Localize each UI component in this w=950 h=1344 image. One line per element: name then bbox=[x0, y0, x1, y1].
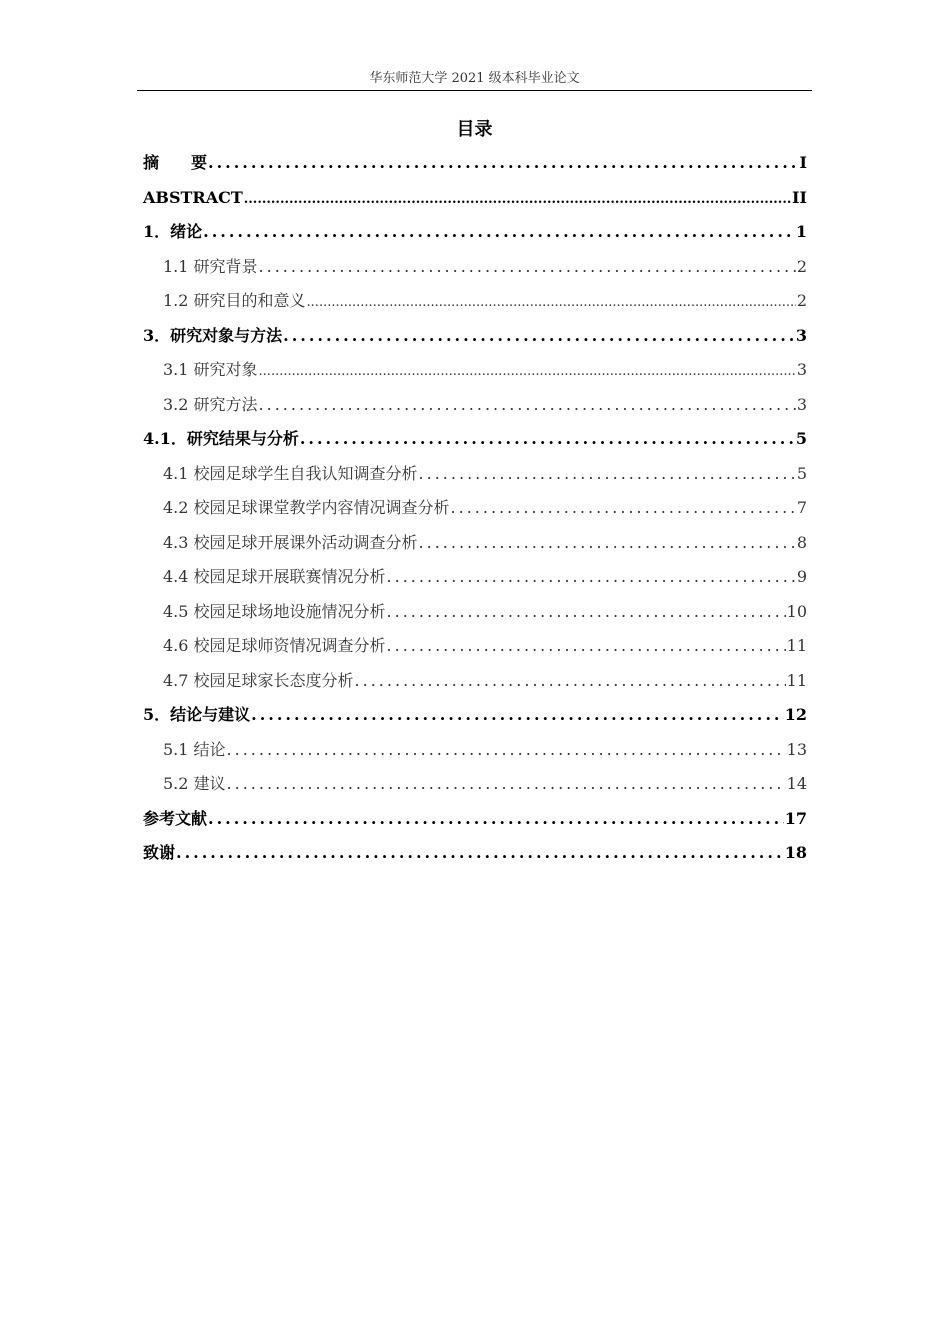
toc-leader-dots bbox=[419, 457, 796, 492]
page-header: 华东师范大学 2021 级本科毕业论文 bbox=[137, 70, 812, 91]
toc-entry-page: II bbox=[792, 187, 807, 207]
toc-entry-chapter-4[interactable] bbox=[143, 422, 807, 457]
toc-entry-text: 4.5 校园足球场地设施情况分析 bbox=[163, 601, 386, 621]
toc-entry-text: 4.6 校园足球师资情况调查分析 bbox=[163, 636, 386, 655]
toc-leader-dots bbox=[355, 664, 786, 699]
toc-entry-section-4-2[interactable] bbox=[143, 491, 807, 526]
toc-entry-chapter-1[interactable] bbox=[143, 215, 807, 250]
toc-entry-text: 4.3 校园足球开展课外活动调查分析 bbox=[163, 532, 418, 552]
toc-leader-dots bbox=[307, 286, 796, 321]
toc-leader-dots bbox=[244, 183, 791, 218]
toc-entry-text: 5.1 结论 bbox=[163, 739, 226, 759]
toc-entry-text: 3.2 研究方法 bbox=[163, 394, 258, 414]
toc-entry-section-4-6[interactable] bbox=[143, 629, 807, 664]
toc-leader-dots bbox=[419, 526, 796, 561]
toc-entry-text: 4.4 校园足球开展联赛情况分析 bbox=[163, 567, 386, 586]
toc-entry-section-3-1[interactable] bbox=[143, 353, 807, 388]
toc-entry-page: 11 bbox=[786, 636, 807, 655]
toc-entry-text: 1．绪论 bbox=[143, 222, 203, 241]
toc-title: 目录 bbox=[456, 119, 493, 140]
toc-leader-dots bbox=[203, 215, 795, 250]
toc-entry-text: 4.1．研究结果与分析 bbox=[143, 429, 299, 448]
toc-leader-dots bbox=[387, 595, 786, 630]
toc-entry-page: 7 bbox=[796, 498, 807, 517]
toc-leader-dots bbox=[208, 146, 799, 181]
toc-entry-page: 5 bbox=[795, 429, 807, 448]
toc-entry-page: 12 bbox=[784, 705, 807, 724]
toc-entry-text: 3.1 研究对象 bbox=[163, 360, 258, 379]
toc-entry-section-4-5[interactable] bbox=[143, 595, 807, 630]
toc-entry-text: 摘 要 bbox=[143, 153, 208, 172]
toc-leader-dots bbox=[259, 250, 796, 285]
toc-entry-text: 4.1 校园足球学生自我认知调查分析 bbox=[163, 463, 418, 483]
toc-entry-section-4-3[interactable] bbox=[143, 526, 807, 561]
toc-entry-text: 1.2 研究目的和意义 bbox=[163, 291, 306, 310]
toc-leader-dots bbox=[259, 355, 796, 390]
toc-entry-page: 14 bbox=[786, 774, 807, 793]
toc-entry-page: 5 bbox=[796, 463, 807, 483]
toc-entry-text: 5.2 建议 bbox=[163, 774, 226, 793]
toc-entry-acknowledgements[interactable] bbox=[143, 836, 807, 871]
toc-entry-page: 10 bbox=[786, 601, 807, 621]
toc-entry-section-3-2[interactable] bbox=[143, 388, 807, 423]
toc-entry-text: 5．结论与建议 bbox=[143, 705, 251, 724]
toc-entry-chapter-5[interactable] bbox=[143, 698, 807, 733]
toc-entry-page: 18 bbox=[784, 843, 807, 862]
toc-entry-chapter-3[interactable] bbox=[143, 319, 807, 354]
toc-leader-dots bbox=[251, 698, 784, 733]
toc-leader-dots bbox=[227, 733, 786, 768]
toc-entry-section-1-2[interactable] bbox=[143, 284, 807, 319]
toc-entry-section-1-1[interactable] bbox=[143, 250, 807, 285]
toc-entry-page: 8 bbox=[796, 532, 807, 552]
toc-entry-page: I bbox=[799, 153, 807, 172]
toc-entry-section-5-2[interactable] bbox=[143, 767, 807, 802]
toc-entry-text: 4.7 校园足球家长态度分析 bbox=[163, 670, 354, 690]
table-of-contents bbox=[143, 146, 807, 871]
toc-leader-dots bbox=[259, 388, 796, 423]
toc-entry-page: 13 bbox=[786, 739, 807, 759]
toc-leader-dots bbox=[387, 560, 796, 595]
toc-entry-text: 4.2 校园足球课堂教学内容情况调查分析 bbox=[163, 498, 450, 517]
toc-entry-page: 3 bbox=[795, 325, 807, 345]
toc-entry-text: 致谢 bbox=[143, 843, 176, 862]
toc-entry-page: 17 bbox=[784, 808, 807, 828]
toc-leader-dots bbox=[451, 491, 796, 526]
toc-entry-page: 9 bbox=[796, 567, 807, 586]
toc-leader-dots bbox=[387, 629, 786, 664]
toc-entry-text: ABSTRACT bbox=[143, 187, 243, 207]
toc-leader-dots bbox=[300, 422, 795, 457]
toc-leader-dots bbox=[227, 767, 786, 802]
toc-entry-text: 3．研究对象与方法 bbox=[143, 325, 283, 345]
toc-entry-text: 参考文献 bbox=[143, 808, 208, 828]
toc-leader-dots bbox=[176, 836, 784, 871]
toc-entry-page: 2 bbox=[796, 291, 807, 310]
toc-entry-page: 11 bbox=[786, 670, 807, 690]
toc-leader-dots bbox=[208, 802, 784, 837]
toc-entry-section-5-1[interactable] bbox=[143, 733, 807, 768]
toc-entry-page: 3 bbox=[796, 360, 807, 379]
toc-entry-section-4-4[interactable] bbox=[143, 560, 807, 595]
toc-entry-section-4-1[interactable] bbox=[143, 457, 807, 492]
toc-entry-page: 2 bbox=[796, 256, 807, 276]
toc-entry-text: 1.1 研究背景 bbox=[163, 256, 258, 276]
toc-entry-references[interactable] bbox=[143, 802, 807, 837]
toc-leader-dots bbox=[283, 319, 795, 354]
toc-entry-page: 1 bbox=[795, 222, 807, 241]
toc-entry-page: 3 bbox=[796, 394, 807, 414]
toc-entry-section-4-7[interactable] bbox=[143, 664, 807, 699]
toc-entry-abstract-cn[interactable] bbox=[143, 146, 807, 181]
toc-entry-abstract-en[interactable] bbox=[143, 181, 807, 216]
